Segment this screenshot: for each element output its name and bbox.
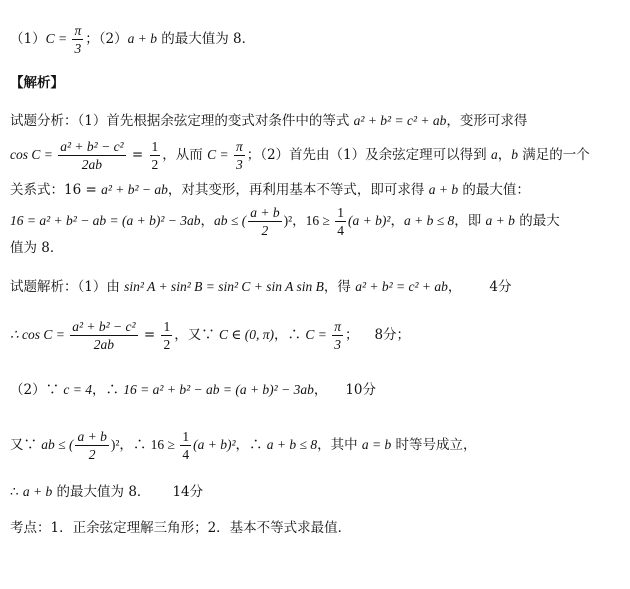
fraction-numerator: a² + b² − c² bbox=[72, 319, 136, 334]
solution-condition: a = b bbox=[361, 437, 392, 452]
analysis-text: 的最大 bbox=[514, 213, 560, 229]
analysis-fraction-half bbox=[150, 138, 161, 173]
fraction-numerator: 1 bbox=[182, 429, 190, 444]
analysis-line-1 bbox=[10, 112, 527, 130]
solution-16: 16 ≥ bbox=[150, 437, 179, 452]
solution-text: ，其中 bbox=[317, 437, 362, 453]
fraction-denominator: 2 bbox=[151, 157, 159, 172]
solution-text: 的最大值为 8． bbox=[52, 484, 151, 500]
analysis-ab: ab ≤ ( bbox=[214, 213, 247, 228]
answer-line bbox=[10, 22, 255, 57]
analysis-var-a: a bbox=[490, 147, 498, 162]
solution-cos: ∴ cos C = bbox=[10, 327, 69, 342]
analysis-equation: a² + b² = c² + ab bbox=[353, 113, 447, 128]
solution-text: （2）∵ bbox=[10, 382, 64, 398]
answer-part2-expr: a + b bbox=[127, 31, 157, 46]
score-label: 8分； bbox=[374, 327, 411, 343]
analysis-line-5: 值为 8． bbox=[10, 240, 64, 256]
solution-equation: sin² A + sin² B = sin² C + sin A sin B bbox=[124, 279, 324, 294]
analysis-equation: 16 = a² + b² − ab = (a + b)² − 3ab bbox=[10, 213, 201, 228]
analysis-fraction-amgm bbox=[248, 204, 281, 239]
analysis-bound: a + b ≤ 8 bbox=[403, 213, 455, 228]
answer-part2-text: 的最大值为 8． bbox=[156, 31, 256, 47]
solution-given: c = 4 bbox=[63, 382, 92, 397]
solution-square: )² bbox=[110, 437, 120, 452]
solution-text: 试题解析：（1）由 bbox=[10, 279, 125, 295]
fraction-denominator: 3 bbox=[74, 41, 82, 56]
kaodian-line: 考点：1．正余弦定理解三角形；2．基本不等式求最值． bbox=[10, 520, 352, 536]
solution-equals: = bbox=[139, 327, 160, 343]
fraction-numerator: 1 bbox=[151, 139, 159, 154]
fraction-numerator: 1 bbox=[337, 205, 345, 220]
fraction-numerator: 1 bbox=[163, 319, 171, 334]
analysis-comma: ， bbox=[292, 213, 306, 229]
answer-fraction bbox=[72, 22, 83, 57]
solution-line-4 bbox=[10, 428, 477, 463]
fraction-numerator: π bbox=[74, 23, 82, 38]
analysis-text: ；（2）首先由（1）及余弦定理可以得到 bbox=[246, 147, 491, 163]
solution-fraction-cos bbox=[70, 318, 137, 353]
solution-fraction-quarter bbox=[180, 428, 191, 463]
fraction-denominator: 2 bbox=[261, 223, 269, 238]
fraction-denominator: 4 bbox=[337, 223, 345, 238]
analysis-line-2 bbox=[10, 138, 590, 173]
analysis-text: 试题分析：（1）首先根据余弦定理的变式对条件中的等式 bbox=[10, 113, 354, 129]
solution-interval: C ∈ (0, π) bbox=[219, 327, 275, 342]
analysis-text: 的最大值： bbox=[458, 182, 530, 198]
fraction-denominator: 2 bbox=[88, 447, 96, 462]
fraction-numerator: π bbox=[334, 319, 341, 334]
analysis-equals: = bbox=[127, 147, 148, 163]
analysis-cos: cos C = bbox=[10, 147, 57, 162]
solution-sum: a + b bbox=[22, 484, 53, 499]
analysis-square: )² bbox=[283, 213, 293, 228]
solution-equation: a² + b² = c² + ab bbox=[355, 279, 448, 294]
analysis-text: ，变形可求得 bbox=[446, 113, 528, 129]
fraction-numerator: a + b bbox=[250, 205, 280, 220]
analysis-comma: ， bbox=[390, 213, 404, 229]
solution-comma: ， bbox=[447, 279, 462, 295]
analysis-text: ，对其变形，再利用基本不等式，即可求得 bbox=[167, 182, 429, 198]
solution-text: ，∴ bbox=[274, 327, 306, 343]
analysis-var-b: b bbox=[511, 147, 518, 162]
fraction-denominator: 4 bbox=[182, 447, 190, 462]
analysis-line-3 bbox=[10, 181, 530, 199]
solution-line-5 bbox=[10, 483, 203, 501]
analysis-text: 关系式：16 = bbox=[10, 182, 102, 198]
answer-part1-label: （1） bbox=[10, 31, 46, 47]
fraction-numerator: a + b bbox=[77, 429, 107, 444]
score-label: 14分 bbox=[172, 484, 204, 500]
analysis-C: C = bbox=[207, 147, 232, 162]
analysis-16: 16 ≥ bbox=[305, 213, 334, 228]
fraction-denominator: 2ab bbox=[81, 157, 103, 172]
analysis-sum: a + b bbox=[428, 182, 459, 197]
solution-C: C = bbox=[305, 327, 331, 342]
section-heading: 【解析】 bbox=[10, 75, 64, 91]
solution-text: ，又∵ bbox=[174, 327, 220, 343]
solution-text: ，得 bbox=[323, 279, 356, 295]
solution-equation: 16 = a² + b² − ab = (a + b)² − 3ab bbox=[123, 382, 314, 397]
fraction-numerator: π bbox=[235, 139, 243, 154]
solution-tail: (a + b)² bbox=[193, 437, 236, 452]
answer-separator: ； bbox=[85, 31, 99, 47]
analysis-fraction-pi bbox=[234, 138, 245, 173]
analysis-equation: a² + b² − ab bbox=[101, 182, 168, 197]
analysis-tail: (a + b)² bbox=[348, 213, 391, 228]
solution-text: ，∴ bbox=[92, 382, 124, 398]
analysis-comma: ， bbox=[497, 147, 512, 163]
analysis-text: ，从而 bbox=[162, 147, 208, 163]
analysis-text: ，即 bbox=[454, 213, 486, 229]
fraction-denominator: 2 bbox=[163, 337, 171, 352]
solution-text: 又∵ bbox=[10, 437, 42, 453]
solution-fraction-amgm bbox=[75, 428, 108, 463]
analysis-fraction-cos bbox=[58, 138, 125, 173]
analysis-sum: a + b bbox=[485, 213, 515, 228]
score-label: 4分 bbox=[489, 279, 512, 295]
fraction-denominator: 3 bbox=[235, 157, 243, 172]
solution-bound: a + b ≤ 8 bbox=[266, 437, 318, 452]
score-label: 10分 bbox=[345, 382, 377, 398]
solution-text: ，∴ bbox=[119, 437, 151, 453]
solution-comma: ， bbox=[313, 382, 328, 398]
fraction-denominator: 3 bbox=[334, 337, 341, 352]
solution-line-2 bbox=[10, 318, 410, 353]
solution-line-3 bbox=[10, 381, 376, 399]
solution-text: 时等号成立， bbox=[391, 437, 477, 453]
analysis-text: 满足的一个 bbox=[517, 147, 590, 163]
solution-fraction-half bbox=[161, 318, 172, 353]
analysis-line-4 bbox=[10, 204, 560, 239]
solution-line-1 bbox=[10, 278, 512, 296]
solution-semicolon: ； bbox=[344, 327, 359, 343]
solution-fraction-pi bbox=[332, 318, 343, 353]
answer-part2-label: （2） bbox=[98, 31, 128, 47]
fraction-numerator: a² + b² − c² bbox=[60, 139, 124, 154]
solution-ab: ab ≤ ( bbox=[41, 437, 74, 452]
solution-therefore: ∴ bbox=[10, 484, 23, 500]
analysis-fraction-quarter bbox=[335, 204, 346, 239]
answer-part1-expr: C = bbox=[45, 31, 71, 46]
solution-text: ，∴ bbox=[235, 437, 267, 453]
fraction-denominator: 2ab bbox=[93, 337, 114, 352]
analysis-comma: ， bbox=[200, 213, 215, 229]
